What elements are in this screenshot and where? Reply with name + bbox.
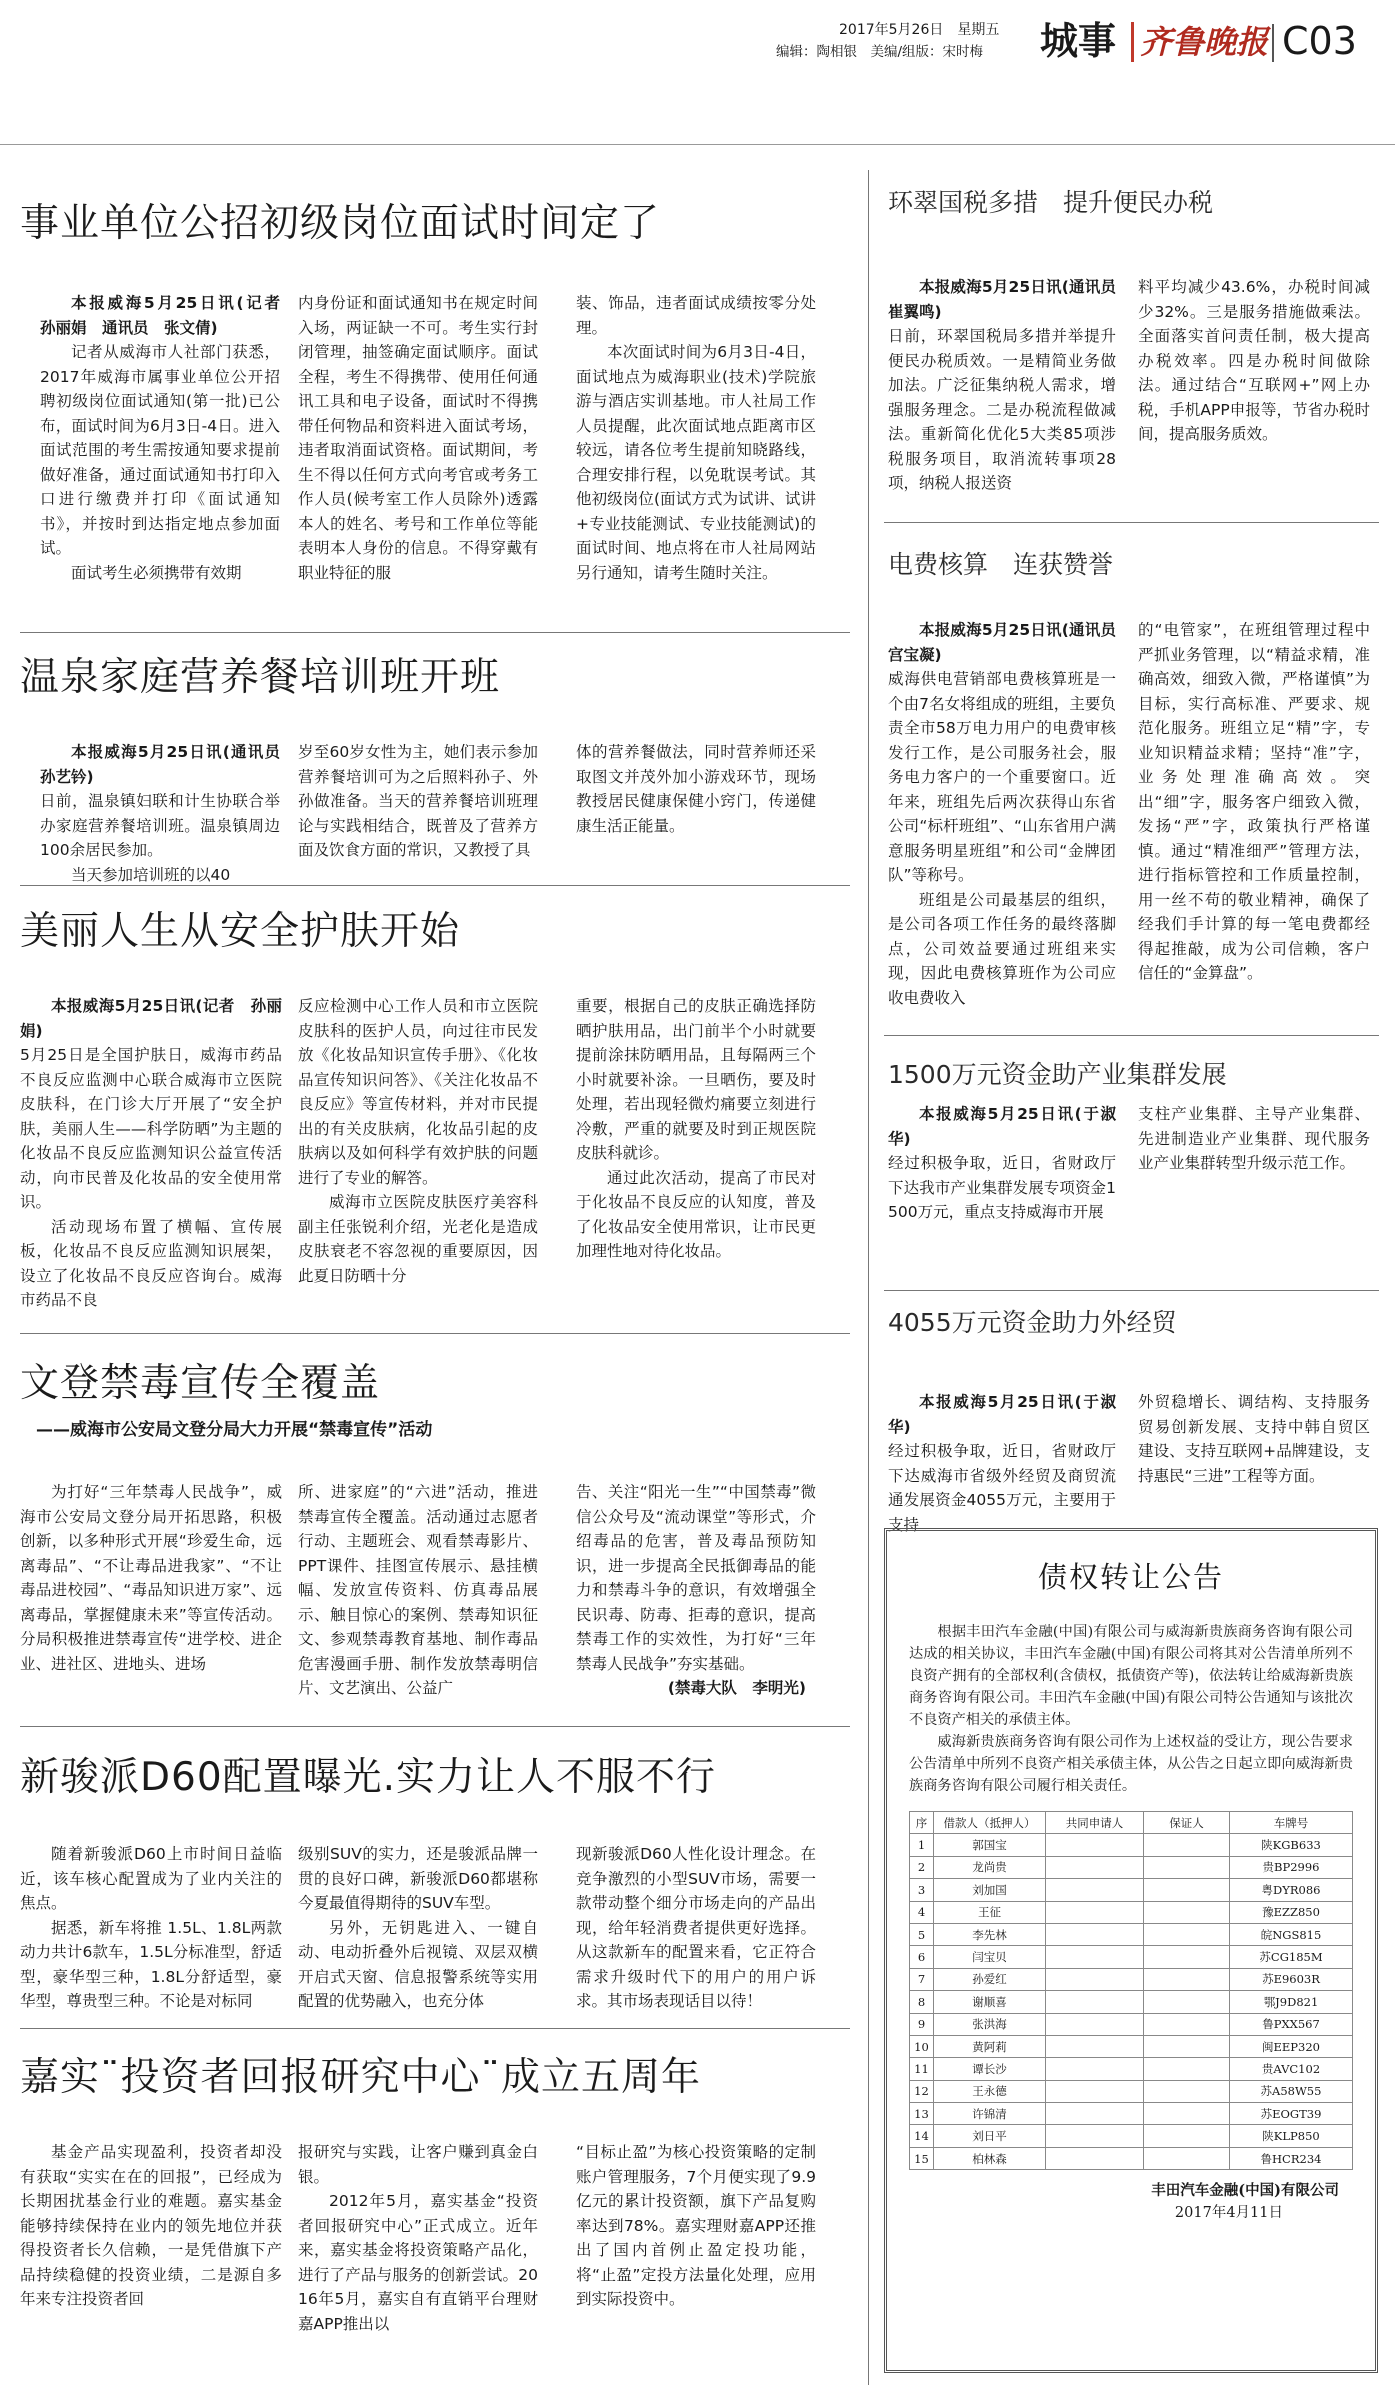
table-cell <box>1046 1856 1144 1878</box>
masthead-divider-2 <box>1272 24 1274 62</box>
table-cell <box>1144 2125 1230 2147</box>
table-row <box>910 1856 1353 1878</box>
headline: 新骏派D60配置曝光.实力让人不服不行 <box>20 1755 717 1800</box>
table-row <box>910 1923 1353 1945</box>
paper-logo: 齐鲁晚报 <box>1140 23 1269 61</box>
article-column <box>298 994 538 1288</box>
table-cell <box>1046 2035 1144 2057</box>
article-paragraph: 基金产品实现盈利，投资者却没有获取“实实在在的回报”，已经成为长期困扰基金行业的难题。嘉实基金能够持续保持在业内的领先地位并获得投资者长久信赖，一是凭借旗下产品持续稳健的投资业绩，二是源自多年来专注投资者回 <box>20 2143 282 2308</box>
article-lead: 本报威海5月25日讯(于淑华) <box>888 1105 1116 1148</box>
table-cell: 孙爱红 <box>934 1968 1046 1990</box>
table-header-row <box>910 1812 1353 1834</box>
table-cell: 郭国宝 <box>934 1834 1046 1856</box>
article-paragraph: 重要，根据自己的皮肤正确选择防晒护肤用品，出门前半个小时就要提前涂抹防晒用品，且每隔两三个小时就要补涂。一旦晒伤，要及时处理，若出现轻微灼痛要立刻进行冷敷，严重的就要及时到正规医院皮肤科就诊。 <box>576 997 816 1162</box>
table-cell <box>1144 1923 1230 1945</box>
table-body <box>910 1834 1353 2170</box>
table-cell: 12 <box>910 2080 934 2102</box>
article-paragraph: 当天参加培训班的以40 <box>71 865 231 884</box>
table-row <box>910 1991 1353 2013</box>
table-cell <box>1144 1856 1230 1878</box>
table-cell: 鄂J9D821 <box>1230 1991 1353 2013</box>
article-paragraph: 体的营养餐做法，同时营养师还采取图文并茂外加小游戏环节，现场教授居民健康保健小窍门，传递健康生活正能量。 <box>576 743 816 835</box>
article-column <box>40 740 296 887</box>
article-column <box>298 1842 538 2014</box>
table-cell: 5 <box>910 1923 934 1945</box>
table-cell <box>1046 2147 1144 2169</box>
table-header-cell: 借款人（抵押人） <box>934 1812 1046 1834</box>
table-cell: 闫宝贝 <box>934 1946 1046 1968</box>
table-cell: 4 <box>910 1901 934 1923</box>
article-paragraph: 装、饰品，违者面试成绩按零分处理。 <box>576 294 816 337</box>
table-header-cell: 保证人 <box>1144 1812 1230 1834</box>
article-lead: 本报威海5月25日讯(记者 孙丽娟 通讯员 张文倩) <box>40 294 296 337</box>
table-cell <box>1046 2058 1144 2080</box>
masthead-divider <box>1131 22 1134 62</box>
section-rule <box>20 632 850 633</box>
table-cell <box>1144 2058 1230 2080</box>
article-paragraph: 料平均减少43.6%，办税时间减少32%。三是服务措施做乘法。全面落实首问责任制，极大提高办税效率。四是办税时间做除法。通过结合“互联网+”网上办税，手机APP申报等，节省办税时间，提高服务质效。 <box>1138 278 1370 443</box>
article-column <box>888 1390 1116 1537</box>
article-paragraph: 为打好“三年禁毒人民战争”，威海市公安局文登分局开拓思路，积极创新，以多种形式开展“珍爱生命，远离毒品”、“不让毒品进我家”、“不让毒品进校园”、“毒品知识进万家”、远离毒品，掌握健康未来”等宣传活动。分局积极推进禁毒宣传“进学校、进企业、进社区、进地头、进场 <box>20 1483 282 1673</box>
headline: 嘉实¨投资者回报研究中心¨成立五周年 <box>20 2055 702 2100</box>
section-rule <box>20 1333 850 1334</box>
article-paragraph: 5月25日是全国护肤日，威海市药品不良反应监测中心联合威海市立医院皮肤科，在门诊大厅开展了“安全护肤，美丽人生——科学防晒”为主题的化妆品不良反应监测知识公益宣传活动，向市民普及化妆品的安全使用常识。 <box>20 1046 282 1211</box>
article-lead: 本报威海5月25日讯(记者 孙丽娟) <box>20 997 282 1040</box>
article-column <box>576 1480 816 1701</box>
section-name: 城事 <box>1040 19 1117 63</box>
editor-credit: 编辑：陶相银 美编/组版：宋时梅 <box>776 44 984 60</box>
notice-box <box>884 1528 1378 2373</box>
table-cell: 柏林森 <box>934 2147 1046 2169</box>
table-cell: 14 <box>910 2125 934 2147</box>
table-row <box>910 2013 1353 2035</box>
article-paragraph: 报研究与实践，让客户赚到真金白银。 <box>298 2143 538 2186</box>
table-row <box>910 1901 1353 1923</box>
article-paragraph: 日前，环翠国税局多措并举提升便民办税质效。一是精简业务做加法。广泛征集纳税人需求，增强服务理念。二是办税流程做减法。重新简化优化5大类85项涉税服务项目，取消流转事项28项，纳税人报送资 <box>888 327 1116 492</box>
table-cell <box>1046 1834 1144 1856</box>
notice-signer: 丰田汽车金融(中国)有限公司 <box>1151 2182 1339 2200</box>
table-row <box>910 2058 1353 2080</box>
table-cell: 苏EOGT39 <box>1230 2103 1353 2125</box>
table-cell: 黄阿莉 <box>934 2035 1046 2057</box>
table-cell: 王征 <box>934 1901 1046 1923</box>
headline: 文登禁毒宣传全覆盖 <box>20 1361 381 1406</box>
table-cell: 谭长沙 <box>934 2058 1046 2080</box>
article-paragraph: 所、进家庭”的“六进”活动，推进禁毒宣传全覆盖。活动通过志愿者行动、主题班会、观看禁毒影片、PPT课件、挂图宣传展示、悬挂横幅、发放宣传资料、仿真毒品展示、触目惊心的案例、禁毒知识征文、参观禁毒教育基地、制作毒品危害漫画手册、制作发放禁毒明信片、文艺演出、公益广 <box>298 1483 538 1697</box>
table-cell: 陕KGB633 <box>1230 1834 1353 1856</box>
table-row <box>910 1879 1353 1901</box>
table-header-cell: 车牌号 <box>1230 1812 1353 1834</box>
table-cell: 8 <box>910 1991 934 2013</box>
article-lead: 本报威海5月25日讯(通讯员 孙艺钤) <box>40 743 296 786</box>
article-lead: 本报威海5月25日讯(通讯员 宫宝凝) <box>888 621 1132 664</box>
table-row <box>910 1968 1353 1990</box>
article-paragraph: 据悉，新车将推 1.5L、1.8L两款动力共计6款车，1.5L分标准型，舒适型，豪华型三种，1.8L分舒适型，豪华型，尊贵型三种。不论是对标同 <box>20 1918 282 2010</box>
table-cell: 15 <box>910 2147 934 2169</box>
headline: 4055万元资金助力外经贸 <box>888 1308 1177 1337</box>
section-rule <box>20 885 850 886</box>
article-paragraph: 记者从威海市人社部门获悉，2017年威海市属事业单位公开招聘初级岗位面试通知(第一批)已公布，面试时间为6月3日-4日。进入面试范围的考生需按通知要求提前做好准备，通过面试通知书打印入口进行缴费并打印《面试通知书》，并按时到达指定地点参加面试。 <box>40 343 280 557</box>
article-column <box>298 2140 538 2336</box>
creditor-table-wrap <box>909 1811 1353 2170</box>
table-cell: 龙尚贵 <box>934 1856 1046 1878</box>
article-column <box>576 994 816 1264</box>
table-row <box>910 1834 1353 1856</box>
table-cell: 7 <box>910 1968 934 1990</box>
notice-title: 债权转让公告 <box>1037 1560 1224 1594</box>
article-paragraph: 2012年5月，嘉实基金“投资者回报研究中心”正式成立。近年来，嘉实基金将投资策略产品化，进行了产品与服务的创新尝试。2016年5月，嘉实自有直销平台理财嘉APP推出以 <box>298 2192 538 2333</box>
table-cell: 鲁PXX567 <box>1230 2013 1353 2035</box>
table-cell: 苏E9603R <box>1230 1968 1353 1990</box>
article-lead: 本报威海5月25日讯(通讯员 崔翼鸣) <box>888 278 1132 321</box>
table-cell <box>1046 1946 1144 1968</box>
table-cell <box>1144 1834 1230 1856</box>
article-paragraph: 经过积极争取，近日，省财政厅下达我市产业集群发展专项资金1500万元，重点支持威海市开展 <box>888 1154 1116 1221</box>
notice-paragraph: 根据丰田汽车金融(中国)有限公司与威海新贵族商务咨询有限公司达成的相关协议，丰田汽车金融(中国)有限公司将其对公告清单所列不良资产拥有的全部权利(含债权，抵债资产等)，依法转让给威海新贵族商务咨询有限公司。丰田汽车金融(中国)有限公司特公告通知与该批次不良资产相关的承债主体。 <box>909 1624 1353 1728</box>
table-cell <box>1046 1968 1144 1990</box>
table-cell: 6 <box>910 1946 934 1968</box>
article-paragraph: 威海市立医院皮肤医疗美容科副主任张锐利介绍，光老化是造成皮肤衰老不容忽视的重要原因，因此夏日防晒十分 <box>298 1193 538 1285</box>
table-cell: 苏CG185M <box>1230 1946 1353 1968</box>
page-number: C03 <box>1282 19 1357 63</box>
table-cell <box>1046 2125 1144 2147</box>
article-paragraph: 外贸稳增长、调结构、支持服务贸易创新发展、支持中韩自贸区建设、支持互联网+品牌建设，支持惠民“三进”工程等方面。 <box>1138 1393 1370 1485</box>
article-paragraph: 随着新骏派D60上市时间日益临近，该车核心配置成为了业内关注的焦点。 <box>20 1845 282 1912</box>
table-row <box>910 2080 1353 2102</box>
table-cell <box>1046 1879 1144 1901</box>
article-column <box>20 994 282 1313</box>
table-cell: 1 <box>910 1834 934 1856</box>
article-column <box>40 291 296 585</box>
article-paragraph: 告、关注“阳光一生”“中国禁毒”微信公众号及“流动课堂”等形式，介绍毒品的危害，普及毒品预防知识，进一步提高全民抵御毒品的能力和禁毒斗争的意识，有效增强全民识毒、防毒、拒毒的意识，提高禁毒工作的实效性，为打好“三年禁毒人民战争”夯实基础。 <box>576 1483 816 1673</box>
table-cell: 刘加国 <box>934 1879 1046 1901</box>
article-column <box>576 291 816 585</box>
table-cell: 13 <box>910 2103 934 2125</box>
table-cell: 皖NGS815 <box>1230 1923 1353 1945</box>
table-cell <box>1046 1923 1144 1945</box>
headline: 温泉家庭营养餐培训班开班 <box>20 655 501 700</box>
table-cell <box>1144 2103 1230 2125</box>
table-cell: 2 <box>910 1856 934 1878</box>
table-cell <box>1046 2013 1144 2035</box>
headline: 电费核算 连获赞誉 <box>888 550 1114 579</box>
table-cell <box>1144 1968 1230 1990</box>
headline: 美丽人生从安全护肤开始 <box>20 909 461 954</box>
table-cell: 鲁HCR234 <box>1230 2147 1353 2169</box>
table-cell: 3 <box>910 1879 934 1901</box>
article-lead: 本报威海5月25日讯(于淑华) <box>888 1393 1116 1436</box>
table-cell <box>1046 1991 1144 2013</box>
table-header-cell: 共同申请人 <box>1046 1812 1144 1834</box>
article-paragraph: 反应检测中心工作人员和市立医院皮肤科的医护人员，向过往市民发放《化妆品知识宣传手册》、《化妆品宣传知识问答》、《关注化妆品不良反应》等宣传材料，并对市民提出的有关皮肤病，化妆品引起的皮肤病以及如何科学有效护肤的问题进行了专业的解答。 <box>298 997 538 1187</box>
table-cell <box>1144 2147 1230 2169</box>
table-row <box>910 2147 1353 2169</box>
table-cell <box>1144 2080 1230 2102</box>
table-cell: 贵BP2996 <box>1230 1856 1353 1878</box>
table-cell: 贵AVC102 <box>1230 2058 1353 2080</box>
column-divider <box>868 170 869 2385</box>
article-paragraph: 本次面试时间为6月3日-4日，面试地点为威海职业(技术)学院旅游与酒店实训基地。市人社局工作人员提醒，此次面试地点距离市区较远，请各位考生提前知晓路线，合理安排行程，以免耽误考试。其他初级岗位(面试方式为试讲、试讲+专业技能测试、专业技能测试)的面试时间、地点将在市人社局网站另行通知，请考生随时关注。 <box>576 343 816 582</box>
article-column <box>888 618 1132 1010</box>
article-paragraph: 通过此次活动，提高了市民对于化妆品不良反应的认知度，普及了化妆品安全使用常识，让市民更加理性地对待化妆品。 <box>576 1168 816 1260</box>
table-cell <box>1046 2103 1144 2125</box>
headline: 环翠国税多措 提升便民办税 <box>888 188 1214 217</box>
table-cell: 刘日平 <box>934 2125 1046 2147</box>
table-row <box>910 2103 1353 2125</box>
section-rule <box>20 1726 850 1727</box>
top-rule <box>0 144 1395 145</box>
table-row <box>910 2125 1353 2147</box>
issue-date: 2017年5月26日 星期五 <box>839 22 1000 38</box>
table-cell: 王永德 <box>934 2080 1046 2102</box>
article-paragraph: 现新骏派D60人性化设计理念。在竞争激烈的小型SUV市场，需要一款带动整个细分市场走向的产品出现，给年轻消费者提供更好选择。从这款新车的配置来看，它正符合需求升级时代下的用户的用户诉求。其市场表现话目以待！ <box>576 1845 816 2010</box>
table-cell: 11 <box>910 2058 934 2080</box>
article-paragraph: 另外，无钥匙进入、一键自动、电动折叠外后视镜、双层双横开启式天窗、信息报警系统等实用配置的优势融入，也充分体 <box>298 1918 538 2010</box>
table-header-cell: 序 <box>910 1812 934 1834</box>
notice-date: 2017年4月11日 <box>1174 2205 1283 2222</box>
table-cell: 谢顺喜 <box>934 1991 1046 2013</box>
article-paragraph: “目标止盈”为核心投资策略的定制账户管理服务，7个月便实现了9.9亿元的累计投资额，旗下产品复购率达到78%。嘉实理财嘉APP还推出了国内首例止盈定投功能，将“止盈”定投方法量化处理，应用到实际投资中。 <box>576 2143 816 2308</box>
article-column <box>20 1842 282 2014</box>
table-cell <box>1144 1946 1230 1968</box>
subheadline: ——威海市公安局文登分局大力开展“禁毒宣传”活动 <box>36 1420 433 1440</box>
article-column <box>888 275 1132 496</box>
table-cell <box>1144 1901 1230 1923</box>
table-row <box>910 1946 1353 1968</box>
article-paragraph: 班组是公司最基层的组织，是公司各项工作任务的最终落脚点，公司效益要通过班组来实现，因此电费核算班作为公司应收电费收入 <box>888 890 1116 1007</box>
headline: 事业单位公招初级岗位面试时间定了 <box>20 201 661 246</box>
article-paragraph: 面试考生必须携带有效期 <box>71 563 242 582</box>
notice-paragraph: 威海新贵族商务咨询有限公司作为上述权益的受让方，现公告要求公告清单中所列不良资产相关承债主体，从公告之日起立即向威海新贵族商务咨询有限公司履行相关责任。 <box>909 1734 1353 1794</box>
table-cell: 粤DYR086 <box>1230 1879 1353 1901</box>
section-rule <box>884 522 1379 523</box>
table-cell: 许锦清 <box>934 2103 1046 2125</box>
article-signature: (禁毒大队 李明光) <box>667 1679 806 1697</box>
table-cell <box>1144 2035 1230 2057</box>
table-cell <box>1144 1879 1230 1901</box>
table-cell: 9 <box>910 2013 934 2035</box>
table-cell: 10 <box>910 2035 934 2057</box>
table-cell <box>1144 2013 1230 2035</box>
article-paragraph: 支柱产业集群、主导产业集群、先进制造业产业集群、现代服务业产业集群转型升级示范工作。 <box>1138 1105 1370 1172</box>
article-column <box>888 1102 1116 1225</box>
section-rule <box>20 2028 850 2029</box>
section-rule <box>884 1290 1379 1291</box>
table-row <box>910 2035 1353 2057</box>
article-paragraph: 经过积极争取，近日，省财政厅下达威海市省级外经贸及商贸流通发展资金4055万元，主要用于支持 <box>888 1442 1116 1534</box>
article-paragraph: 日前，温泉镇妇联和计生协联合举办家庭营养餐培训班。温泉镇周边100余居民参加。 <box>40 792 280 859</box>
article-paragraph: 岁至60岁女性为主，她们表示参加营养餐培训可为之后照料孙子、外孙做准备。当天的营养餐培训班理论与实践相结合，既普及了营养方面及饮食方面的常识，又教授了具 <box>298 743 538 859</box>
article-paragraph: 威海供电营销部电费核算班是一个由7名女将组成的班组，主要负责全市58万电力用户的电费审核发行工作，是公司服务社会，服务电力客户的一个重要窗口。近年来，班组先后两次获得山东省公司“标杆班组”、“山东省用户满意服务明星班组”和公司“金牌团队”等称号。 <box>888 670 1116 884</box>
table-cell: 张洪海 <box>934 2013 1046 2035</box>
article-paragraph: 活动现场布置了横幅、宣传展板，化妆品不良反应监测知识展架，设立了化妆品不良反应咨询台。威海市药品不良 <box>20 1217 282 1309</box>
table-cell: 李先林 <box>934 1923 1046 1945</box>
article-paragraph: 的“电管家”，在班组管理过程中严抓业务管理，以“精益求精，准确高效，细致入微，严格谨慎”为目标，实行高标准、严要求、规范化服务。班组立足“精”字，专业知识精益求精；坚持“准”字，业务处理准确高效。突出“细”字，服务客户细致入微，发扬“严”字，政策执行严格谨慎。通过“精准细严”管理方法，进行指标管控和工作质量控制，用一丝不苟的敬业精神，确保了经我们手计算的每一笔电费都经得起推敲，成为公司信赖，客户信任的“金算盘”。 <box>1138 621 1370 982</box>
table-cell: 豫EZZ850 <box>1230 1901 1353 1923</box>
table-cell <box>1144 1991 1230 2013</box>
table-cell <box>1046 2080 1144 2102</box>
creditor-table <box>909 1811 1353 2170</box>
table-cell: 闽EEP320 <box>1230 2035 1353 2057</box>
table-cell: 陕KLP850 <box>1230 2125 1353 2147</box>
article-paragraph: 内身份证和面试通知书在规定时间入场，两证缺一不可。考生实行封闭管理，抽签确定面试顺序。面试全程，考生不得携带、使用任何通讯工具和电子设备，面试时不得携带任何物品和资料进入面试考场，违者取消面试资格。面试期间，考生不得以任何方式向考官或考务工作人员(候考室工作人员除外)透露本人的姓名、考号和工作单位等能表明本人身份的信息。不得穿戴有职业特征的服 <box>298 294 538 582</box>
table-cell <box>1046 1901 1144 1923</box>
article-paragraph: 级别SUV的实力，还是骏派品牌一贯的良好口碑，新骏派D60都堪称今夏最值得期待的SUV车型。 <box>298 1845 538 1912</box>
section-rule <box>884 1035 1379 1036</box>
table-cell: 苏A58W55 <box>1230 2080 1353 2102</box>
headline: 1500万元资金助产业集群发展 <box>888 1060 1227 1089</box>
